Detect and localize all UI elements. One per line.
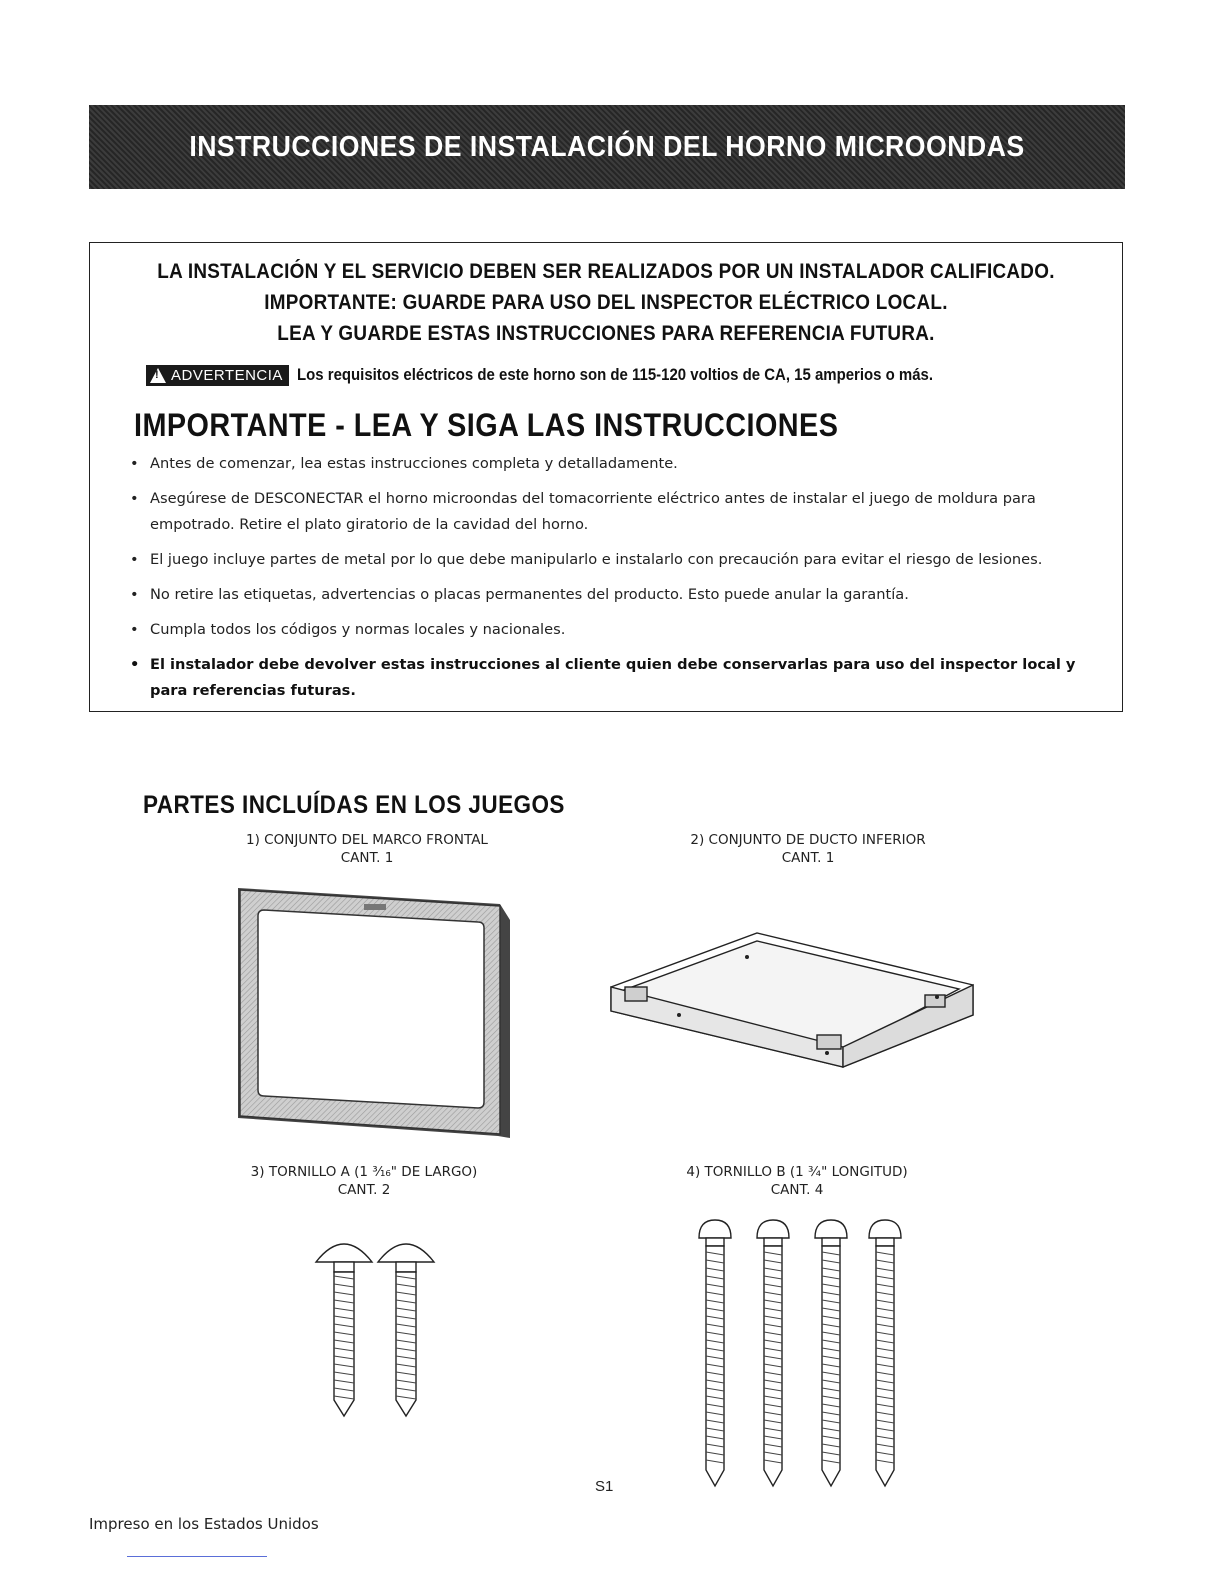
warning-badge <box>146 365 289 386</box>
part-2-name: 2) CONJUNTO DE DUCTO INFERIOR <box>690 832 926 848</box>
part-4-name: 4) TORNILLO B (1 ¾" LONGITUD) <box>686 1164 908 1180</box>
instructions-heading: IMPORTANTE - LEA Y SIGA LAS INSTRUCCIONES <box>134 407 839 443</box>
warning-icon <box>150 368 166 383</box>
warning-row <box>146 361 1106 389</box>
printed-note: Impreso en los Estados Unidos <box>89 1515 319 1533</box>
notice-line-2: IMPORTANTE: GUARDE PARA USO DEL INSPECTOR ELÉCTRICO LOCAL. <box>264 291 948 314</box>
installation-notice <box>90 256 1122 349</box>
part-2-caption <box>638 831 978 867</box>
bottom-duct-illustration <box>607 925 977 1070</box>
list-item: • No retire las etiquetas, advertencias o placas permanentes del producto. Esto puede anular la garantía. <box>130 586 909 603</box>
footer-divider <box>127 1556 267 1557</box>
list-item: • El instalador debe devolver estas instrucciones al cliente quien debe conservarlas para uso del inspector local y para referencias futuras. <box>130 656 1076 699</box>
part-1-caption <box>197 831 537 867</box>
list-item: • El juego incluye partes de metal por lo que debe manipularlo e instalarlo con precaución para evitar el riesgo de lesiones. <box>130 551 1043 568</box>
part-2-qty: CANT. 1 <box>781 850 835 866</box>
part-3-name: 3) TORNILLO A (1 ³⁄₁₆" DE LARGO) <box>250 1164 478 1180</box>
page-number: S1 <box>595 1478 614 1495</box>
list-item: • Cumpla todos los códigos y normas locales y nacionales. <box>130 621 566 638</box>
title-banner <box>89 105 1125 189</box>
notice-line-3: LEA Y GUARDE ESTAS INSTRUCCIONES PARA REFERENCIA FUTURA. <box>277 322 935 345</box>
front-frame-illustration <box>228 880 528 1142</box>
list-item: • Asegúrese de DESCONECTAR el horno microondas del tomacorriente eléctrico antes de instalar el juego de moldura para empotrado. Retire el plato giratorio de la cavidad del horno. <box>130 490 1036 533</box>
instructions-list <box>130 451 1100 713</box>
screw-b-illustration <box>697 1218 909 1490</box>
part-4-caption <box>627 1163 967 1199</box>
screw-a-illustration <box>308 1232 440 1418</box>
notice-line-1: LA INSTALACIÓN Y EL SERVICIO DEBEN SER REALIZADOS POR UN INSTALADOR CALIFICADO. <box>157 260 1055 283</box>
page-title: INSTRUCCIONES DE INSTALACIÓN DEL HORNO MICROONDAS <box>189 130 1025 163</box>
warning-text: Los requisitos eléctricos de este horno son de 115-120 voltios de CA, 15 amperios o más. <box>296 365 933 384</box>
warning-box <box>89 242 1123 712</box>
part-1-qty: CANT. 1 <box>340 850 394 866</box>
part-4-qty: CANT. 4 <box>770 1182 824 1198</box>
part-1-name: 1) CONJUNTO DEL MARCO FRONTAL <box>246 832 488 848</box>
parts-heading: PARTES INCLUÍDAS EN LOS JUEGOS <box>143 791 565 819</box>
list-item: • Antes de comenzar, lea estas instrucciones completa y detalladamente. <box>130 455 678 472</box>
part-3-qty: CANT. 2 <box>337 1182 391 1198</box>
warning-label: ADVERTENCIA <box>171 366 283 384</box>
part-3-caption <box>194 1163 534 1199</box>
